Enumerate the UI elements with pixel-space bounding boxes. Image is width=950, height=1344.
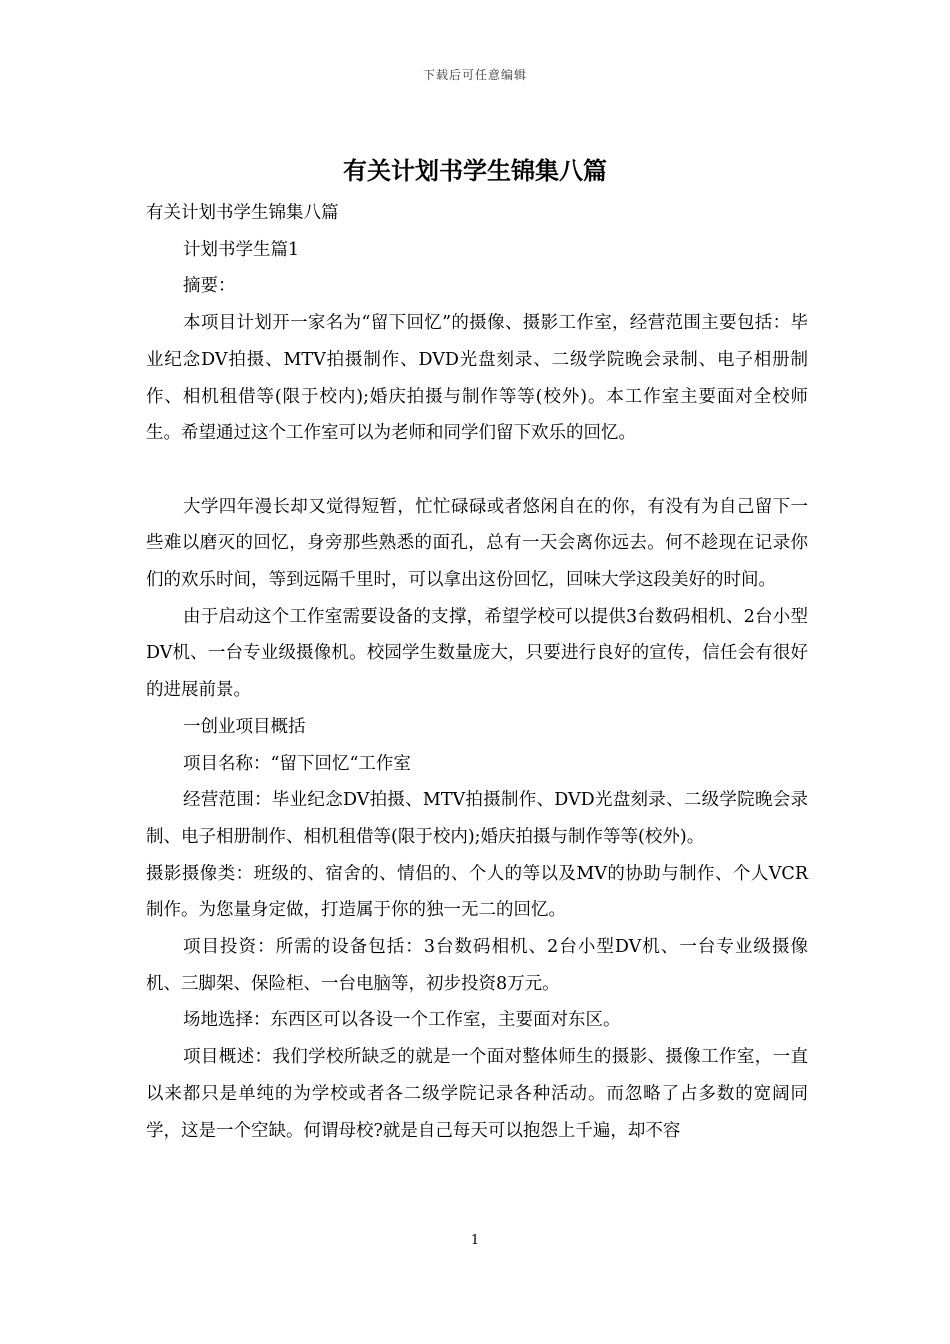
section-heading: 一创业项目概括 xyxy=(183,716,306,737)
photography-paragraph: 摄影摄像类：班级的、宿舍的、情侣的、个人的等以及MV的协助与制作、个人VCR制作。为您量身定做，打造属于你的独一无二的回忆。 xyxy=(146,863,808,921)
overview-paragraph: 项目概述：我们学校所缺乏的就是一个面对整体师生的摄影、摄像工作室，一直以来都只是单纯的为学校或者各二级学院记录各种活动。而忽略了占多数的宽阔同学，这是一个空缺。何谓母校?就是自己每天可以抱怨上千遍，却不容 xyxy=(146,1047,808,1141)
business-scope-paragraph: 经营范围：毕业纪念DV拍摄、MTV拍摄制作、DVD光盘刻录、二级学院晚会录制、电子相册制作、相机租借等(限于校内);婚庆拍摄与制作等等(校外)。 xyxy=(146,790,808,847)
body-paragraph: 大学四年漫长却又觉得短暂，忙忙碌碌或者悠闲自在的你，有没有为自己留下一些难以磨灭的回忆，身旁那些熟悉的面孔，总有一天会离你远去。何不趁现在记录你们的欢乐时间，等到远隔千里时，可以拿出这份回忆，回味大学这段美好的时间。 xyxy=(146,496,808,591)
abstract-paragraph: 本项目计划开一家名为“留下回忆”的摄像、摄影工作室，经营范围主要包括：毕业纪念DV拍摄、MTV拍摄制作、DVD光盘刻录、二级学院晚会录制、电子相册制作、相机租借等(限于校内);婚庆拍摄与制作等等(校外)。本工作室主要面对全校师生。希望通过这个工作室可以为老师和同学们留下欢乐的回忆。 xyxy=(146,313,808,444)
investment-paragraph: 项目投资：所需的设备包括：3台数码相机、2台小型DV机、一台专业级摄像机、三脚架、保险柜、一台电脑等，初步投资8万元。 xyxy=(146,937,808,994)
project-name-paragraph: 项目名称：“留下回忆“工作室 xyxy=(183,753,411,774)
header-note: 下载后可任意编辑 xyxy=(422,68,527,82)
section-heading: 计划书学生篇1 xyxy=(183,239,300,260)
abstract-label: 摘要： xyxy=(183,276,236,297)
page-number: 1 xyxy=(470,1233,480,1248)
blank-line xyxy=(146,452,808,489)
subtitle-paragraph: 有关计划书学生锦集八篇 xyxy=(146,203,339,223)
document-body xyxy=(146,195,808,1149)
document-title: 有关计划书学生锦集八篇 xyxy=(343,157,607,185)
body-paragraph: 由于启动这个工作室需要设备的支撑，希望学校可以提供3台数码相机、2台小型DV机、一台专业级摄像机。校园学生数量庞大，只要进行良好的宣传，信任会有很好的进展前景。 xyxy=(146,606,808,701)
venue-paragraph: 场地选择：东西区可以各设一个工作室，主要面对东区。 xyxy=(183,1010,621,1031)
